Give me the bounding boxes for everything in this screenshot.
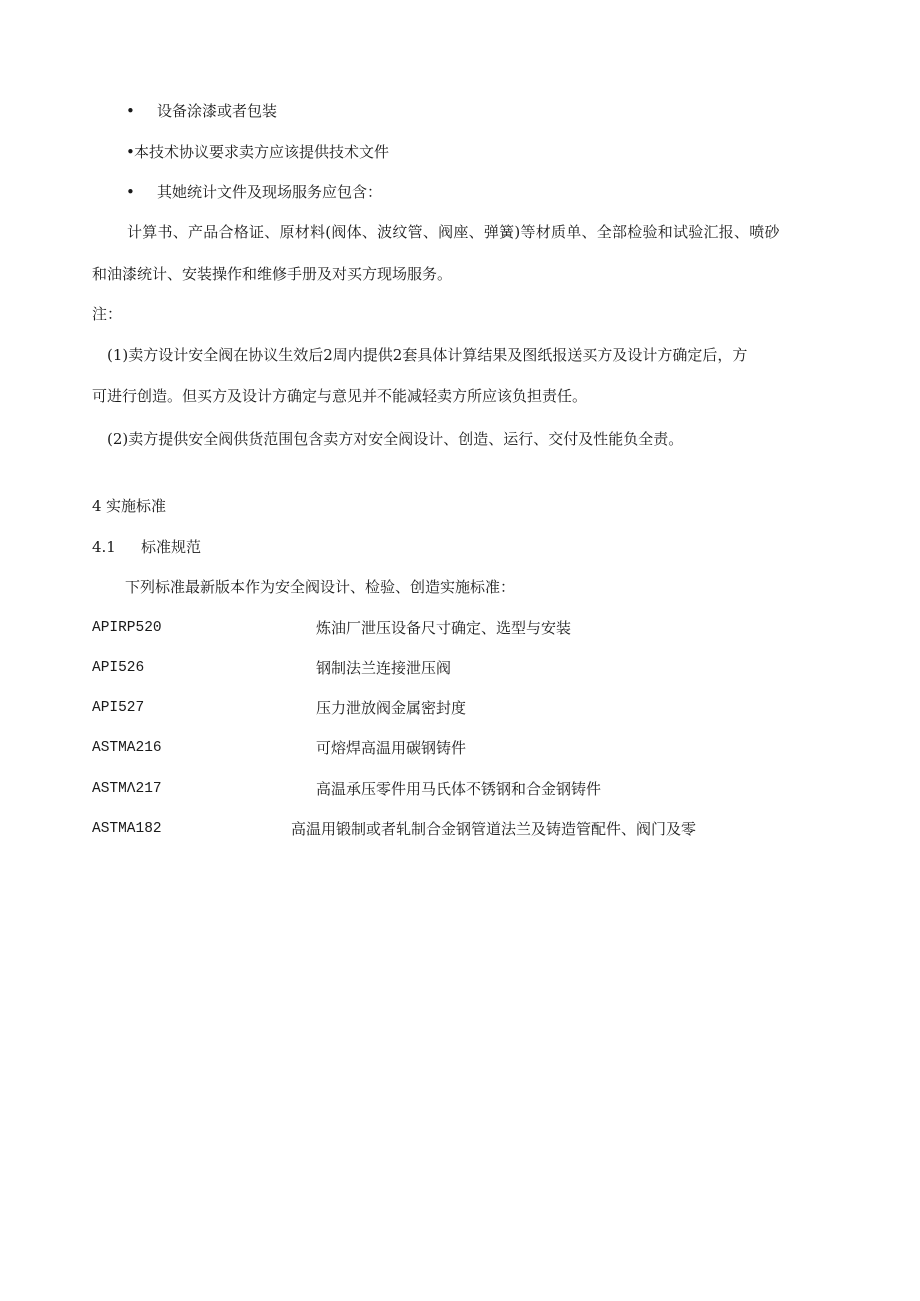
note-text: 可进行创造。但买方及设计方确定与意见并不能减轻卖方所应该负担责任。 [92, 387, 588, 405]
standard-desc: 高温用锻制或者轧制合金钢管道法兰及铸造管配件、阀门及零 [291, 820, 697, 838]
subsection-title: 标准规范 [141, 538, 202, 556]
bullet-marker: • [126, 102, 135, 120]
section-title: 实施标准 [106, 497, 167, 515]
docs-paragraph-line: 和油漆统计、安装操作和维修手册及对买方现场服务。 [92, 265, 453, 283]
standard-code: APIRP520 [92, 620, 162, 636]
bullet-text: 本技术协议要求卖方应该提供技术文件 [134, 143, 390, 161]
standard-desc: 可熔焊高温用碳钢铸件 [316, 739, 467, 757]
standards-intro: 下列标准最新版本作为安全阀设计、检验、创造实施标准： [125, 578, 516, 596]
bullet-marker: • [126, 143, 135, 161]
standard-desc: 钢制法兰连接泄压阀 [316, 659, 452, 677]
note-text: (2)卖方提供安全阀供货范围包含卖方对安全阀设计、创造、运行、交付及性能负全责。 [107, 430, 684, 448]
standard-code: ASTMA182 [92, 821, 162, 837]
note-text: (1)卖方设计安全阀在协议生效后2周内提供2套具体计算结果及图纸报送买方及设计方确定后，方 [107, 346, 748, 364]
bullet-text: 设备涂漆或者包装 [157, 102, 278, 120]
section-number: 4 [92, 497, 102, 515]
docs-paragraph-line: 计算书、产品合格证、原材料(阀体、波纹管、阀座、弹簧)等材质单、全部检验和试验汇报、喷砂 [127, 223, 780, 241]
standard-desc: 炼油厂泄压设备尺寸确定、选型与安装 [316, 619, 572, 637]
standard-code: ASTMΛ217 [92, 781, 162, 797]
bullet-marker: • [126, 183, 135, 201]
standard-desc: 压力泄放阀金属密封度 [316, 699, 467, 717]
bullet-text: 其她统计文件及现场服务应包含： [157, 183, 383, 201]
standard-code: ASTMA216 [92, 740, 162, 756]
standard-code: API527 [92, 700, 145, 716]
standard-code: API526 [92, 660, 145, 676]
note-label: 注： [92, 305, 123, 323]
subsection-number: 4.1 [92, 538, 116, 556]
standard-desc: 高温承压零件用马氏体不锈钢和合金钢铸件 [316, 780, 602, 798]
